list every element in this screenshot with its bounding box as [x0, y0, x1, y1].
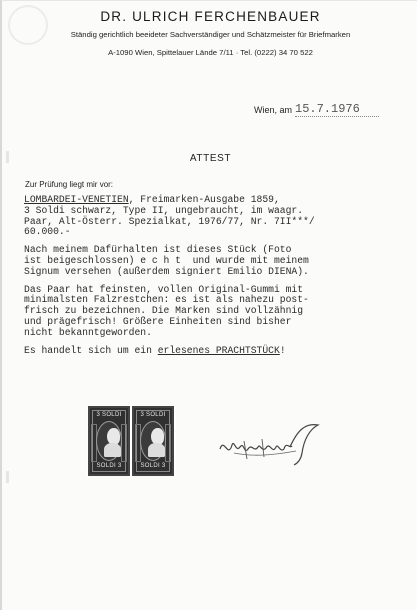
- intro-text: Zur Prüfung liegt mir vor:: [25, 180, 114, 189]
- stamp-top-label: 3 SOLDI: [140, 412, 166, 418]
- body-paragraph: [24, 346, 396, 357]
- expert-subtitle: Ständig gerichtlich beeideter Sachverständiger und Schätzmeister für Briefmarken: [70, 30, 351, 39]
- portrait-icon: [96, 421, 122, 461]
- body-paragraph: [24, 245, 396, 277]
- date-value: 15.7.1976: [295, 102, 379, 117]
- underlined-text: LOMBARDEI-VENETIEN: [24, 194, 129, 205]
- certificate-body: [24, 195, 396, 363]
- paragraph-text: Das Paar hat feinsten, vollen Original-Gummi mit minimalsten Falzrestchen: es ist als nahezu post- frisch zu bezeichnen. Die Marken sind vollzähnig und prägefrisch! Größere Einheiten sind bisher nicht bekanntgeworden.: [24, 283, 309, 338]
- expert-address: A-1090 Wien, Spittelauer Lände 7/11 · Tel. (0222) 34 70 522: [108, 48, 313, 57]
- stamp-top-label: 3 SOLDI: [96, 412, 122, 418]
- body-paragraph: [24, 195, 396, 238]
- stamp-bottom-label: SOLDI 3: [96, 463, 122, 469]
- paragraph-text: !: [279, 344, 286, 356]
- body-paragraph: [24, 285, 396, 339]
- paragraph-text: Es handelt sich um ein: [24, 344, 158, 356]
- date-label: Wien, am: [254, 105, 293, 115]
- stamp-pair-photo: [87, 406, 176, 476]
- punch-mark: [6, 471, 9, 483]
- signature-icon: [214, 419, 324, 469]
- paragraph-text: Nach meinem Dafürhalten ist dieses Stück (Foto ist beigeschlossen) e c h t und wurde mit meinem Signum versehen (außerdem signiert Emilio DIENA).: [24, 244, 309, 277]
- underlined-text: erlesenes PRACHTSTÜCK: [157, 344, 280, 356]
- portrait-icon: [140, 421, 166, 461]
- stamp-bottom-label: SOLDI 3: [140, 463, 166, 469]
- expert-name: DR. ULRICH FERCHENBAUER: [100, 9, 321, 24]
- document-title: ATTEST: [189, 153, 232, 164]
- stamp: [132, 406, 174, 476]
- paragraph-text: , Freimarken-Ausgabe 1859, 3 Soldi schwarz, Type II, ungebraucht, im waagr. Paar, Alt-Österr. Spezialkat, 1976/77, Nr. 7II***/ 60.000.-: [24, 194, 315, 238]
- stamp: [88, 406, 130, 476]
